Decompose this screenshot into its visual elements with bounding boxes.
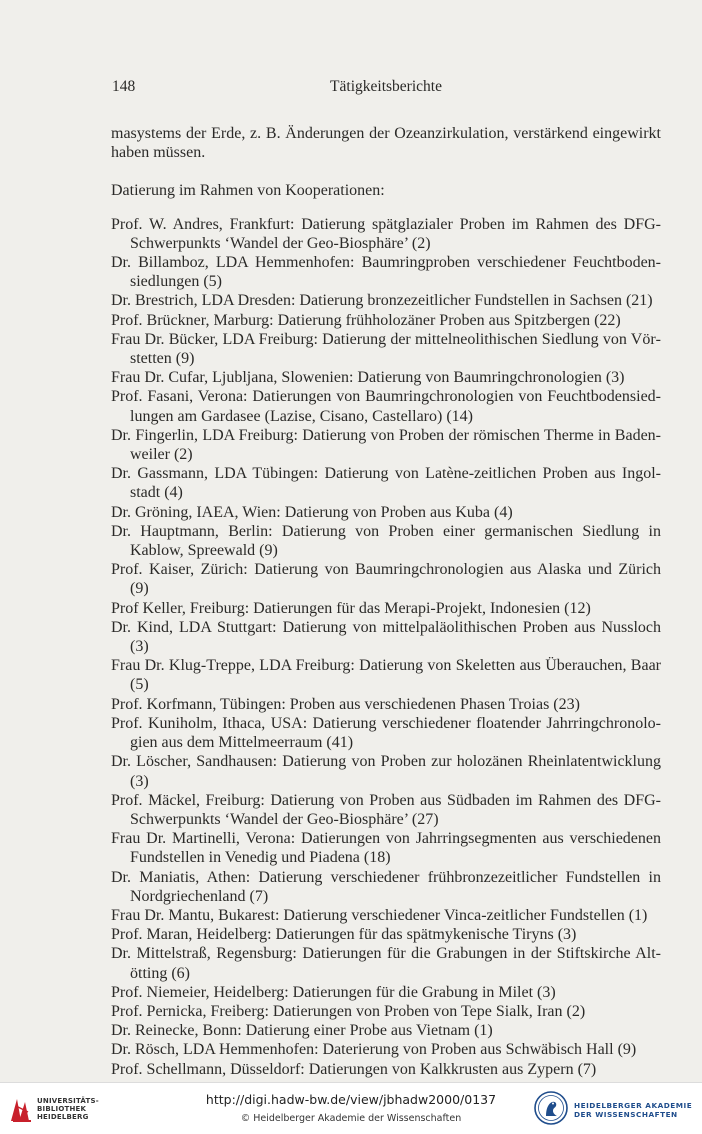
list-item: Frau Dr. Bücker, LDA Freiburg: Datierung der mittelneolithischen Siedlung von Vörstetten (9)	[111, 330, 661, 368]
viewer-footer	[0, 1082, 702, 1134]
list-item: Dr. Reinecke, Bonn: Datierung einer Probe aus Vietnam (1)	[111, 1022, 493, 1040]
running-title: Tätigkeitsberichte	[330, 78, 442, 95]
list-item: Prof. Schellmann, Düsseldorf: Datierungen von Kalkkrusten aus Zypern (7)	[111, 1060, 597, 1078]
list-item: Dr. Mittelstraß, Regensburg: Datierungen für die Grabungen in der Stiftskirche Altötting (6)	[111, 945, 661, 982]
list-item: Prof. Kaiser, Zürich: Datierung von Baumringchronologien aus Alaska und Zürich (9)	[111, 561, 661, 598]
section-heading: Datierung im Rahmen von Kooperationen:	[111, 182, 385, 200]
list-item: Dr. Fingerlin, LDA Freiburg: Datierung von Proben der römischen Therme in Badenweiler (2)	[111, 426, 661, 464]
list-item: Dr. Löscher, Sandhausen: Datierung von Proben zur holozänen Rheinlatentwicklung (3)	[111, 753, 661, 790]
list-item: Frau Dr. Klug-Treppe, LDA Freiburg: Datierung von Skeletten aus Überauchen, Baar (5)	[111, 657, 661, 694]
list-item: Frau Dr. Cufar, Ljubljana, Slowenien: Datierung von Baumringchronologien (3)	[111, 369, 625, 387]
list-item: Dr. Maniatis, Athen: Datierung verschiedener frühbronzezeitlicher Fundstellen in Nordgriechenland (7)	[111, 868, 661, 905]
list-item: Prof. Kuniholm, Ithaca, USA: Datierung verschiedener floatender Jahrringchronologien aus dem Mittelmeerraum (41)	[111, 714, 661, 752]
list-item: Prof. Pernicka, Freiberg: Datierungen von Proben von Tepe Sialk, Iran (2)	[111, 1002, 586, 1020]
list-item: Prof. Korfmann, Tübingen: Proben aus verschiedenen Phasen Troias (23)	[111, 695, 580, 713]
list-item: Dr. Gassmann, LDA Tübingen: Datierung von Latène-zeitlichen Proben aus Ingolstadt (4)	[111, 465, 661, 502]
list-item: Dr. Billamboz, LDA Hemmenhofen: Baumringproben verschiedener Feuchtbodensiedlungen (5)	[111, 254, 661, 291]
list-item: Prof. Maran, Heidelberg: Datierungen für das spätmykenische Tiryns (3)	[111, 926, 577, 944]
permalink-url[interactable]: http://digi.hadw-bw.de/view/jbhadw2000/0137	[205, 1092, 497, 1107]
list-item: Prof. Mäckel, Freiburg: Datierung von Proben aus Südbaden im Rahmen des DFG-Schwerpunkts ‘Wandel der Geo-Biosphäre’ (27)	[111, 791, 661, 828]
body-text	[111, 124, 661, 1079]
page-number: 148	[112, 78, 136, 95]
list-item: Frau Dr. Martinelli, Verona: Datierungen von Jahrringsegmenten aus verschiedenen Fundstellen in Venedig und Piadena (18)	[111, 830, 661, 867]
university-library-line: UNIVERSITÄTS-	[37, 1097, 99, 1105]
list-item: Dr. Kind, LDA Stuttgart: Datierung von mittelpaläolithischen Proben aus Nussloch (3)	[111, 618, 661, 656]
intro-paragraph: masystems der Erde, z. B. Änderungen der Ozeanzirkulation, verstärkend eingewirkt haben müssen.	[111, 125, 661, 162]
list-item: Dr. Gröning, IAEA, Wien: Datierung von Proben aus Kuba (4)	[111, 503, 513, 521]
list-item: Prof. Fasani, Verona: Datierungen von Baumringchronologien von Feuchtbodensiedlungen am Gardasee (Lazise, Cisano, Castellaro) (14)	[111, 388, 661, 425]
list-item: Prof Keller, Freiburg: Datierungen für das Merapi-Projekt, Indonesien (12)	[111, 599, 591, 617]
academy-wordmark	[574, 1101, 692, 1119]
university-library-line: HEIDELBERG	[37, 1113, 89, 1121]
list-item: Prof. W. Andres, Frankfurt: Datierung spätglazialer Proben im Rahmen des DFG-Schwerpunkts ‘Wandel der Geo-Biosphäre’ (2)	[111, 215, 661, 252]
copyright-notice: © Heidelberger Akademie der Wissenschaften	[240, 1113, 462, 1124]
list-item: Frau Dr. Mantu, Bukarest: Datierung verschiedener Vinca-zeitlicher Fundstellen (1)	[111, 906, 648, 924]
list-item: Dr. Hauptmann, Berlin: Datierung von Proben einer germanischen Siedlung in Kablow, Spreewald (9)	[111, 522, 661, 560]
academy-logo[interactable]	[534, 1091, 694, 1127]
university-library-line: BIBLIOTHEK	[37, 1105, 87, 1113]
academy-seal-icon	[534, 1091, 568, 1125]
list-item: Prof. Niemeier, Heidelberg: Datierungen für die Grabung in Milet (3)	[111, 983, 556, 1001]
academy-line: HEIDELBERGER AKADEMIE	[574, 1101, 693, 1110]
cooperation-list	[111, 215, 661, 1079]
list-item: Dr. Rösch, LDA Hemmenhofen: Daterierung von Proben aus Schwäbisch Hall (9)	[111, 1041, 637, 1059]
academy-line: DER WISSENSCHAFTEN	[574, 1110, 678, 1119]
list-item: Prof. Brückner, Marburg: Datierung frühholozäner Proben aus Spitzbergen (22)	[111, 311, 621, 329]
list-item: Dr. Brestrich, LDA Dresden: Datierung bronzezeitlicher Fundstellen in Sachsen (21)	[111, 292, 653, 310]
running-head	[112, 78, 660, 98]
